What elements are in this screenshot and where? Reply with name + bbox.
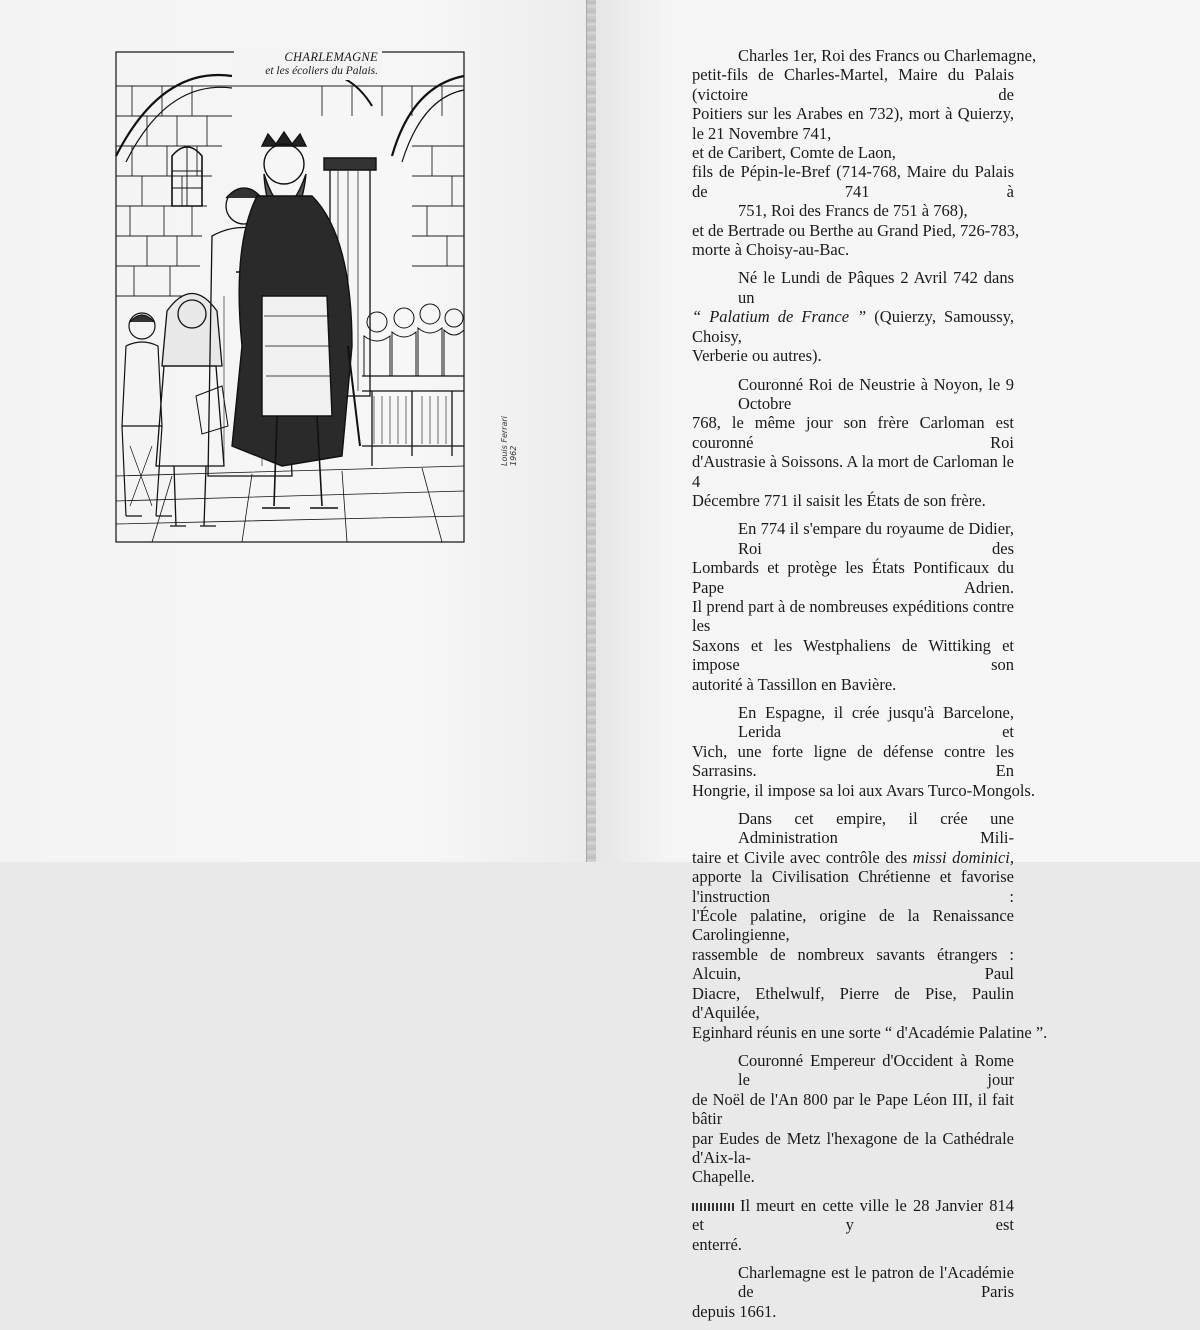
text-line: Né le Lundi de Pâques 2 Avril 742 dans un <box>738 268 1014 307</box>
text-line: Dans cet empire, il crée une Administration Mili- <box>738 809 1014 848</box>
paragraph-conquests <box>692 519 1014 694</box>
text-line: Eginhard réunis en une sorte “ d'Académie Palatine ”. <box>692 1022 1048 1042</box>
text-line: En 774 il s'empare du royaume de Didier, Roi des <box>738 519 1014 558</box>
paragraph-death <box>692 1196 1014 1254</box>
text-fragment: (Quierzy, Samoussy, Choisy, <box>692 307 1015 346</box>
text-line: Chapelle. <box>692 1167 755 1187</box>
text-line: l'École palatine, origine de la Renaissance Carolingienne, <box>692 906 1014 945</box>
signature-name: Louis Ferrari <box>500 416 509 466</box>
text-line: enterré. <box>692 1234 742 1254</box>
text-line: Couronné Empereur d'Occident à Rome le jour <box>738 1050 1014 1090</box>
text-line: morte à Choisy-au-Bac. <box>692 240 850 260</box>
signature-year: 1962 <box>509 445 518 466</box>
text-line: et de Caribert, Comte de Laon, <box>692 143 896 163</box>
ink-drawing <box>112 46 468 546</box>
artist-signature <box>500 416 518 466</box>
text-line: Poitiers sur les Arabes en 732), mort à Quierzy, <box>692 104 1014 124</box>
text-line: autorité à Tassillon en Bavière. <box>692 674 897 694</box>
paragraph-spain <box>692 703 1035 800</box>
text-line <box>692 1196 1014 1235</box>
text-line: Vich, une forte ligne de défense contre les Sarrasins. En <box>692 741 1014 781</box>
text-line <box>692 848 1014 867</box>
text-line: Couronné Roi de Neustrie à Noyon, le 9 Octobre <box>738 374 1014 413</box>
text-line: petit-fils de Charles-Martel, Maire du Palais (victoire de <box>692 65 1014 104</box>
text-fragment: taire et Civile avec contrôle des <box>692 847 913 867</box>
text-line: Hongrie, il impose sa loi aux Avars Turco-Mongols. <box>692 780 1035 800</box>
left-page <box>0 0 586 862</box>
italic-phrase: “ Palatium de France ” <box>692 307 867 327</box>
text-line: apporte la Civilisation Chrétienne et favorise l'instruction : <box>692 867 1014 906</box>
text-line: 768, le même jour son frère Carloman est couronné Roi <box>692 413 1014 452</box>
text-line: depuis 1661. <box>692 1301 777 1321</box>
paragraph-lineage <box>692 46 1037 260</box>
text-line: rassemble de nombreux savants étrangers : Alcuin, Paul <box>692 944 1014 984</box>
text-line: par Eudes de Metz l'hexagone de la Cathédrale d'Aix-la- <box>692 1128 1014 1167</box>
text-line: le 21 Novembre 741, <box>692 123 832 143</box>
text-line: Charles 1er, Roi des Francs ou Charlemagne, <box>738 46 1037 65</box>
ornament-mark <box>692 1203 736 1211</box>
biography-text <box>692 46 1048 1330</box>
text-line: Décembre 771 il saisit les États de son frère. <box>692 490 986 510</box>
caption-title: CHARLEMAGNE <box>284 50 378 64</box>
text-line: d'Austrasie à Soissons. A la mort de Carloman le 4 <box>692 452 1014 491</box>
text-line: En Espagne, il crée jusqu'à Barcelone, Lerida et <box>738 703 1014 742</box>
charlemagne-illustration <box>112 46 518 546</box>
text-line: de Noël de l'An 800 par le Pape Léon III, il fait bâtir <box>692 1089 1014 1129</box>
text-fragment: Il meurt en cette ville le 28 Janvier 814 et y est <box>692 1195 1014 1235</box>
paragraph-birth <box>692 268 1014 365</box>
paragraph-emperor <box>692 1051 1014 1187</box>
text-line: Saxons et les Westphaliens de Wittiking et impose son <box>692 635 1014 675</box>
paragraph-empire <box>692 809 1048 1042</box>
illustration-caption <box>234 48 382 80</box>
text-line: Diacre, Ethelwulf, Pierre de Pise, Paulin d'Aquilée, <box>692 983 1014 1023</box>
caption-subtitle: et les écoliers du Palais. <box>265 65 378 77</box>
italic-phrase: missi dominici, <box>912 847 1014 867</box>
text-line: Charlemagne est le patron de l'Académie de Paris <box>738 1262 1014 1302</box>
text-line: 751, Roi des Francs de 751 à 768), <box>738 201 968 221</box>
text-line: fils de Pépin-le-Bref (714-768, Maire du Palais de 741 à <box>692 162 1014 201</box>
text-line: et de Bertrade ou Berthe au Grand Pied, 726-783, <box>692 220 1020 240</box>
text-line <box>692 307 1014 346</box>
paragraph-patron <box>692 1263 1014 1321</box>
paragraph-coronation-king <box>692 375 1014 511</box>
text-line: Lombards et protège les États Pontificaux du Pape Adrien. <box>692 558 1014 597</box>
text-line: Verberie ou autres). <box>692 346 822 366</box>
text-line: Il prend part à de nombreuses expéditions contre les <box>692 596 1014 636</box>
